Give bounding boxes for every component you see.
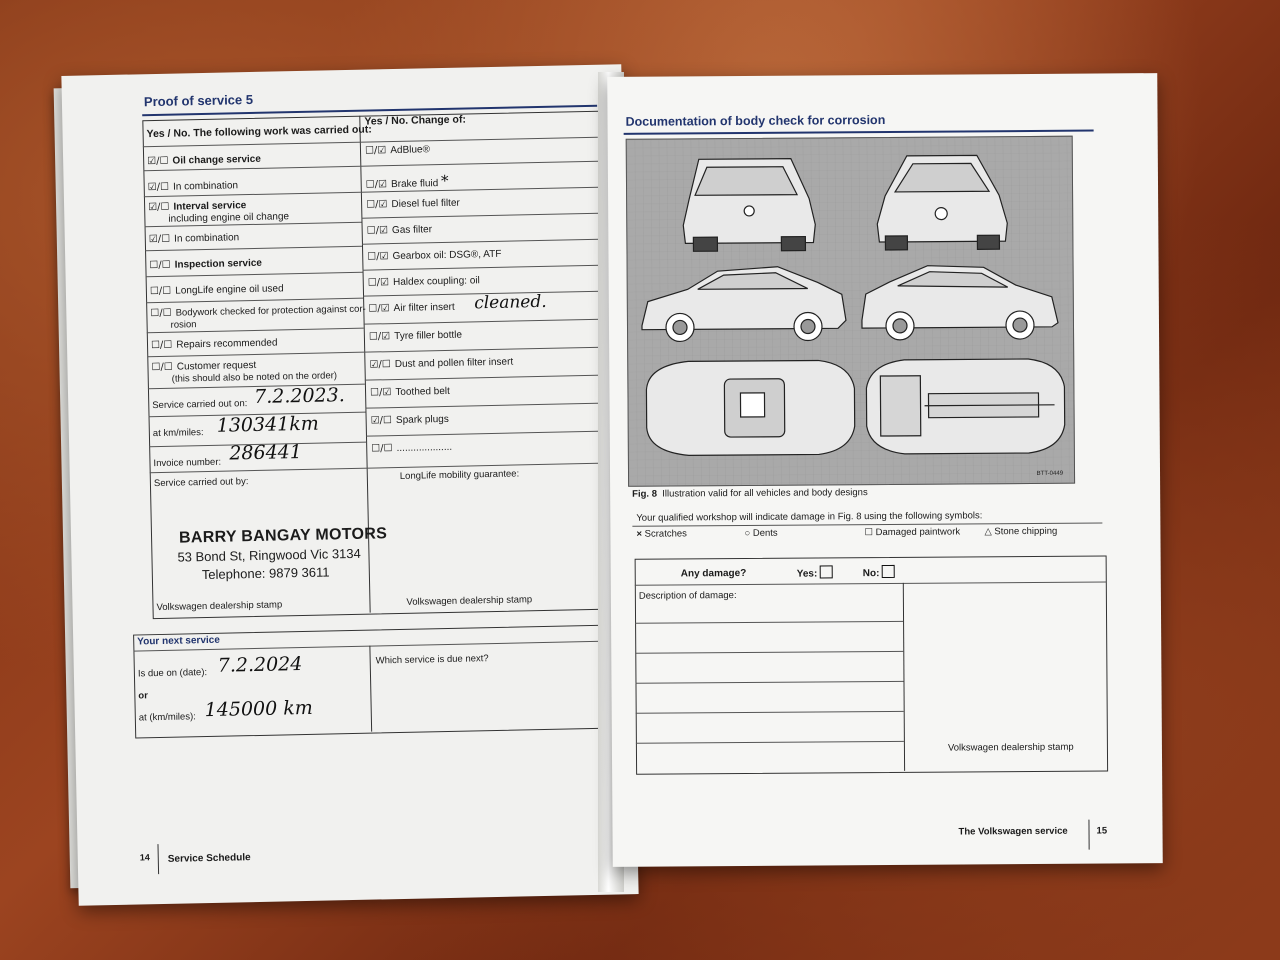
symbol-stone-chipping	[984, 526, 1057, 538]
item-label: Gas filter	[391, 224, 433, 237]
qualified-workshop-text: Your qualified workshop will indicate damage in Fig. 8 using the following symbols:	[636, 510, 983, 524]
checkbox-pair[interactable]: ☐/☑	[368, 331, 391, 343]
checkbox-pair[interactable]: ☑/☐	[370, 415, 393, 427]
asterisk-mark: *	[440, 171, 449, 191]
checkbox-pair[interactable]: ☐/☐	[149, 259, 171, 272]
which-service-label: Which service is due next?	[375, 653, 489, 667]
footer-page-number-right: 15	[1096, 825, 1108, 837]
next-km-value[interactable]: 145000 km	[204, 696, 313, 722]
work-item-interval-sub: including engine oil change	[168, 211, 290, 225]
dealer-stamp-label-right-page: Volkswagen dealership stamp	[947, 741, 1074, 754]
work-item-bodywork-sub: rosion	[170, 319, 197, 331]
checkbox-pair[interactable]: ☐/☑	[368, 303, 390, 315]
change-item-haldex[interactable]	[368, 275, 480, 288]
checkbox-pair[interactable]: ☑/☐	[147, 155, 169, 168]
service-date-value[interactable]: 7.2.2023.	[253, 384, 346, 408]
item-label: Interval service	[173, 200, 247, 213]
item-label: Oil change service	[172, 153, 261, 167]
figure-caption-text: Illustration valid for all vehicles and body designs	[662, 487, 868, 500]
item-label: Repairs recommended	[176, 337, 278, 351]
car-top-view	[646, 360, 855, 455]
work-item-customer-request-sub: (this should also be noted on the order)	[171, 370, 338, 385]
checkbox-pair[interactable]: ☐/☑	[364, 145, 387, 157]
item-label: In combination	[174, 232, 240, 245]
vehicle-body-figure	[626, 136, 1075, 487]
yes-label: Yes:	[796, 568, 818, 580]
footer-page-number-left: 14	[139, 852, 150, 863]
item-label: Dust and pollen filter insert	[394, 356, 514, 371]
change-item-diesel-filter[interactable]	[366, 198, 460, 211]
work-item-combination-2[interactable]	[149, 232, 240, 245]
invoice-value[interactable]: 286441	[229, 441, 303, 465]
paintwork-icon: ☐	[864, 527, 874, 539]
item-label: Tyre filler bottle	[394, 329, 463, 343]
dent-icon: ○	[744, 527, 751, 539]
left-page	[61, 64, 638, 906]
due-date-label: Is due on (date):	[137, 667, 208, 680]
no-label: No:	[862, 568, 880, 580]
checkbox-pair[interactable]: ☐/☐	[151, 361, 173, 374]
symbol-label: Dents	[752, 527, 778, 539]
item-label: Air filter insert	[393, 301, 455, 315]
any-damage-label: Any damage?	[680, 567, 747, 580]
km-label: at km/miles:	[152, 427, 204, 440]
footer-divider-left	[157, 844, 159, 874]
item-label: In combination	[172, 180, 239, 193]
description-of-damage-label: Description of damage:	[638, 590, 737, 602]
due-date-value[interactable]: 7.2.2024	[217, 653, 303, 677]
right-page	[607, 73, 1163, 867]
checkbox-pair[interactable]: ☐/☑	[365, 179, 388, 191]
service-date-label: Service carried out on:	[152, 398, 248, 412]
item-label: Toothed belt	[395, 385, 450, 399]
work-item-combination-1[interactable]	[148, 180, 239, 193]
dealer-stamp-address: 53 Bond St, Ringwood Vic 3134	[177, 545, 361, 565]
item-label: AdBlue®	[390, 144, 431, 157]
title-rule	[624, 130, 1094, 135]
page-title: Proof of service 5	[143, 91, 254, 110]
dealer-stamp-name: BARRY BANGAY MOTORS	[178, 525, 388, 547]
footer-title-left: Service Schedule	[167, 852, 251, 865]
work-item-interval[interactable]	[148, 200, 246, 213]
item-label: Spark plugs	[395, 413, 449, 427]
change-item-blank[interactable]	[371, 442, 452, 455]
change-item-gas-filter[interactable]	[367, 224, 433, 236]
checkbox-pair[interactable]: ☐/☑	[369, 387, 392, 399]
checkbox-pair[interactable]: ☐/☐	[149, 285, 172, 298]
checkbox-pair[interactable]: ☐/☐	[150, 307, 172, 320]
checkbox-pair[interactable]: ☑/☐	[148, 201, 170, 214]
symbol-paintwork	[864, 526, 960, 538]
or-label: or	[138, 690, 148, 702]
scratch-icon: ×	[636, 528, 643, 540]
checkbox-pair[interactable]: ☐/☐	[150, 339, 173, 352]
item-label: Customer request	[176, 359, 257, 373]
symbol-label: Stone chipping	[994, 525, 1058, 538]
item-label: Brake fluid	[390, 178, 439, 191]
change-item-adblue[interactable]	[365, 144, 430, 156]
symbol-scratches	[636, 528, 687, 539]
checkbox-pair[interactable]: ☑/☐	[148, 233, 171, 246]
item-label: LongLife engine oil used	[175, 283, 284, 297]
car-diagram	[627, 137, 1074, 486]
mobility-guarantee-label: LongLife mobility guarantee:	[399, 468, 520, 482]
item-label: ....................	[396, 441, 453, 455]
checkbox-pair[interactable]: ☑/☐	[369, 359, 391, 371]
checkbox-pair[interactable]: ☐/☑	[366, 225, 389, 237]
change-item-brake-fluid[interactable]	[365, 172, 448, 192]
change-item-tyre-filler[interactable]	[369, 330, 462, 343]
checkbox-pair[interactable]: ☑/☐	[147, 181, 170, 194]
symbol-dents	[744, 528, 777, 539]
footer-divider-right	[1088, 820, 1089, 850]
checkbox-pair[interactable]: ☐/☑	[366, 199, 388, 211]
invoice-label: Invoice number:	[153, 456, 222, 470]
checkbox-pair[interactable]: ☐/☐	[371, 443, 393, 455]
page-title: Documentation of body check for corrosion	[625, 112, 886, 129]
next-km-label: at (km/miles):	[138, 711, 196, 724]
work-header: Yes / No. The following work was carried out:	[146, 123, 372, 141]
item-label: Diesel fuel filter	[391, 197, 460, 211]
next-service-header: Your next service	[137, 634, 220, 648]
dealer-stamp-label-right: Volkswagen dealership stamp	[406, 594, 533, 608]
figure-caption	[632, 487, 868, 500]
symbol-label: Scratches	[644, 528, 687, 540]
car-rear-view	[683, 158, 816, 251]
footer-title-right: The Volkswagen service	[958, 825, 1068, 838]
change-item-air-filter[interactable]	[368, 302, 455, 315]
yes-checkbox[interactable]	[820, 565, 833, 578]
item-label: Haldex coupling: oil	[392, 275, 480, 289]
change-item-spark-plugs[interactable]	[371, 414, 449, 427]
item-label: Bodywork checked for protection against cor-	[175, 303, 366, 319]
stone-chipping-icon: △	[984, 526, 992, 538]
air-filter-note[interactable]: cleaned.	[474, 291, 547, 314]
carried-out-by-label: Service carried out by:	[153, 476, 249, 490]
no-checkbox[interactable]	[882, 565, 895, 578]
checkbox-pair[interactable]: ☐/☑	[367, 251, 389, 263]
figure-code: BTT-0449	[1036, 470, 1064, 477]
work-item-inspection[interactable]	[149, 258, 262, 271]
change-item-toothed-belt[interactable]	[370, 386, 450, 399]
car-underside-view	[866, 359, 1065, 454]
item-label: Gearbox oil: DSG®, ATF	[392, 248, 502, 263]
item-label: Inspection service	[174, 257, 263, 271]
checkbox-pair[interactable]: ☐/☑	[367, 277, 390, 289]
dealer-stamp-label-left: Volkswagen dealership stamp	[156, 599, 283, 614]
dealer-stamp-phone: Telephone: 9879 3611	[201, 564, 330, 583]
figure-label: Fig. 8	[632, 488, 658, 500]
change-header: Yes / No. Change of:	[364, 113, 467, 128]
work-item-customer-request[interactable]	[151, 360, 256, 373]
km-value[interactable]: 130341km	[216, 412, 320, 437]
damage-no[interactable]	[863, 565, 896, 579]
damage-yes[interactable]	[797, 565, 833, 579]
symbol-label: Damaged paintwork	[875, 526, 961, 539]
